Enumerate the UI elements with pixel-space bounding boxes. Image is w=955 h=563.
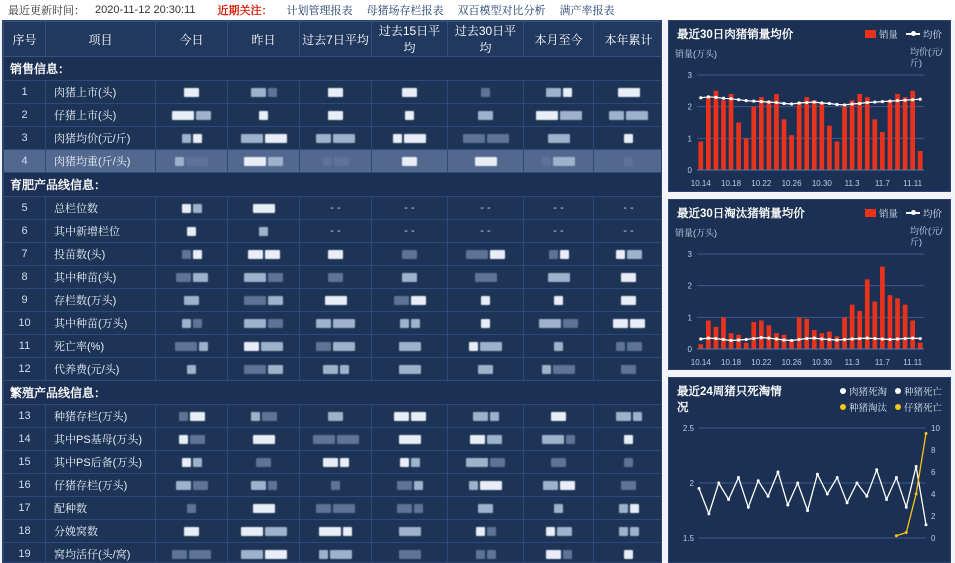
row-value-cell [228,243,300,266]
chart3-legend-breeder-death-label: 种猪死亡 [903,387,942,399]
table-row[interactable] [4,289,663,312]
row-index: 2 [4,104,46,127]
row-value-cell [372,289,448,312]
svg-text:3: 3 [687,71,692,80]
table-col-header-4: 过去7日平均 [300,22,372,57]
svg-text:0: 0 [931,534,936,544]
row-value-cell [448,358,524,381]
row-index: 16 [4,474,46,497]
row-value-cell [448,428,524,451]
table-header [4,22,663,57]
svg-text:10.26: 10.26 [781,179,802,188]
row-index: 15 [4,451,46,474]
chart2-ylabel: 销量(万头) [675,227,717,238]
row-value-cell [448,543,524,563]
row-index: 8 [4,266,46,289]
row-value-cell [300,543,372,563]
row-index: 11 [4,335,46,358]
chart3-title: 最近24周猪只死淘情况 [677,386,782,415]
row-value-cell [156,150,228,173]
row-value-cell [594,520,663,543]
svg-text:10.22: 10.22 [751,357,772,367]
chart2-y2label: 均价(元/斤) [910,225,943,247]
chart3-legend-breeder-cull-label: 种猪淘汰 [848,403,887,415]
row-name: 其中PS基母(万头) [46,428,156,451]
row-value-cell [372,520,448,543]
chart1-title: 最近30日肉猪销量均价 [677,29,794,41]
row-value-cell [594,312,663,335]
row-value-cell [300,358,372,381]
row-value-cell [228,520,300,543]
dot-swatch-icon [895,404,901,410]
row-value-cell [156,104,228,127]
row-value-cell [300,335,372,358]
kpi-table-panel [2,20,662,563]
chart1-plot [669,57,951,192]
table-row[interactable] [4,520,663,543]
row-value-cell [228,220,300,243]
svg-text:10.22: 10.22 [751,179,772,188]
row-index: 12 [4,358,46,381]
row-name: 其中新增栏位 [46,220,156,243]
row-value-cell [300,104,372,127]
row-value-cell [524,543,594,563]
row-value-cell [300,520,372,543]
row-value-cell [448,243,524,266]
row-value-cell [228,543,300,563]
row-value-cell: - - [524,197,594,220]
table-row[interactable] [4,150,663,173]
row-value-cell [156,520,228,543]
svg-text:10.30: 10.30 [811,179,832,188]
row-value-cell [524,104,594,127]
chart3-legend-breeder-death[interactable] [895,384,942,398]
row-value-cell [300,497,372,520]
row-value-cell [156,497,228,520]
row-value-cell [300,405,372,428]
table-row[interactable] [4,220,663,243]
chart1-legend-sales-label: 销量 [878,30,898,41]
row-value-cell [228,474,300,497]
table-body [4,57,663,563]
row-name: 其中种苗(万头) [46,312,156,335]
row-index: 3 [4,127,46,150]
chart1-legend-price-label: 均价 [922,30,942,41]
row-value-cell [524,127,594,150]
row-value-cell [448,289,524,312]
svg-text:2: 2 [689,479,694,489]
dot-swatch-icon [895,388,901,394]
table-row[interactable] [4,104,663,127]
svg-text:10.18: 10.18 [721,179,742,188]
row-value-cell [524,405,594,428]
row-value-cell [448,312,524,335]
table-section-title: 育肥产品线信息： [4,173,663,197]
row-name: 存栏数(万头) [46,289,156,312]
svg-text:11.7: 11.7 [874,179,890,188]
row-value-cell [156,451,228,474]
row-value-cell [524,451,594,474]
row-value-cell: - - [448,220,524,243]
table-row[interactable] [4,266,663,289]
row-value-cell [524,520,594,543]
chart-card-cull-sales [668,199,951,371]
row-value-cell [372,312,448,335]
svg-text:10.30: 10.30 [811,357,832,367]
row-value-cell: - - [300,197,372,220]
top-bar [0,0,955,20]
chart1-header [669,21,950,42]
row-value-cell [594,497,663,520]
row-value-cell [372,104,448,127]
row-value-cell [156,335,228,358]
chart3-legend-piglet-death-label: 仔猪死亡 [903,403,942,415]
chart1-y2label: 均价(元/斤) [910,47,943,68]
row-value-cell [448,81,524,104]
table-row[interactable] [4,197,663,220]
row-value-cell [524,358,594,381]
svg-text:8: 8 [931,446,936,456]
row-value-cell [372,428,448,451]
table-col-header-8: 本年累计 [594,22,663,57]
row-value-cell [300,127,372,150]
row-value-cell [156,358,228,381]
dot-swatch-icon [840,404,846,410]
link-capacity-rate-report[interactable]: 满产率报表 [559,5,615,17]
row-value-cell [448,405,524,428]
row-index: 10 [4,312,46,335]
table-row[interactable] [4,127,663,150]
charts-column [668,20,951,563]
row-index: 19 [4,543,46,563]
table-row[interactable] [4,243,663,266]
table-row[interactable] [4,312,663,335]
row-value-cell [372,266,448,289]
chart3-legend-piglet-death[interactable] [895,400,942,414]
svg-text:0: 0 [687,344,692,354]
row-value-cell [228,127,300,150]
table-col-header-3: 昨日 [228,22,300,57]
row-index: 13 [4,405,46,428]
row-value-cell [524,474,594,497]
row-name: 分娩窝数 [46,520,156,543]
row-value-cell [524,335,594,358]
table-col-header-7: 本月至今 [524,22,594,57]
row-value-cell: - - [372,197,448,220]
row-value-cell [156,266,228,289]
row-value-cell [228,405,300,428]
row-value-cell [156,197,228,220]
row-name: 肉猪均重(斤/头) [46,150,156,173]
svg-text:11.7: 11.7 [874,357,890,367]
row-name: 代养费(元/头) [46,358,156,381]
row-value-cell [594,428,663,451]
update-time-label: 最近更新时间： [8,5,85,17]
row-value-cell [156,81,228,104]
row-value-cell [594,451,663,474]
row-value-cell [228,358,300,381]
row-value-cell [156,543,228,563]
row-value-cell [448,150,524,173]
svg-text:10.18: 10.18 [721,357,742,367]
chart3-legend-breeder-cull[interactable] [840,400,887,414]
row-value-cell [300,428,372,451]
row-index: 18 [4,520,46,543]
svg-text:11.11: 11.11 [903,179,923,188]
table-row[interactable] [4,451,663,474]
svg-text:11.3: 11.3 [844,357,860,367]
table-row[interactable] [4,358,663,381]
svg-text:0: 0 [687,166,692,175]
line-swatch-icon [906,212,920,214]
row-value-cell [228,335,300,358]
row-value-cell [372,243,448,266]
row-name: 投苗数(头) [46,243,156,266]
chart-card-mortality [668,377,951,563]
row-value-cell: - - [594,220,663,243]
row-value-cell [300,150,372,173]
chart1-ylabel: 销量(万头) [675,49,717,59]
svg-text:1.5: 1.5 [682,534,694,544]
row-value-cell [448,520,524,543]
row-index: 6 [4,220,46,243]
chart2-header [669,200,950,221]
table-section-title: 销售信息： [4,57,663,81]
row-value-cell [524,497,594,520]
row-name: 仔猪上市(头) [46,104,156,127]
svg-text:10.14: 10.14 [690,357,711,367]
row-name: 仔猪存栏(万头) [46,474,156,497]
row-name: 窝均活仔(头/窝) [46,543,156,563]
row-index: 14 [4,428,46,451]
row-value-cell [372,405,448,428]
row-value-cell [524,266,594,289]
row-value-cell [300,474,372,497]
row-value-cell [448,127,524,150]
chart3-legend [792,384,942,414]
table-row[interactable] [4,81,663,104]
row-value-cell [228,104,300,127]
chart3-header [669,378,950,415]
chart2-legend [865,206,942,220]
row-index: 9 [4,289,46,312]
row-value-cell: - - [594,197,663,220]
table-col-header-1: 项目 [46,22,156,57]
svg-text:10: 10 [931,424,940,434]
row-value-cell [594,266,663,289]
row-value-cell [228,428,300,451]
row-value-cell [156,474,228,497]
link-sow-inventory-report[interactable]: 母猪场存栏报表 [366,5,444,17]
table-row[interactable] [4,497,663,520]
row-value-cell [228,312,300,335]
chart-card-pig-sales [668,20,951,192]
row-value-cell [448,497,524,520]
bar-swatch-icon [865,209,876,217]
chart2-plot [669,236,951,371]
row-name: 其中PS后备(万头) [46,451,156,474]
row-value-cell [156,220,228,243]
row-value-cell [156,243,228,266]
svg-text:10.26: 10.26 [781,357,802,367]
row-value-cell [300,81,372,104]
row-value-cell [300,243,372,266]
chart2-title: 最近30日淘汰猪销量均价 [677,207,805,220]
row-value-cell [300,312,372,335]
table-section-row [4,173,663,197]
row-value-cell [448,474,524,497]
chart1-legend-sales[interactable] [865,27,898,41]
row-value-cell [372,335,448,358]
row-value-cell: - - [448,197,524,220]
dot-swatch-icon [840,388,846,394]
chart2-legend-price[interactable] [906,206,942,220]
svg-text:2: 2 [687,281,692,291]
row-value-cell [448,104,524,127]
row-value-cell [594,289,663,312]
line-swatch-icon [906,33,920,35]
row-name: 配种数 [46,497,156,520]
row-value-cell [372,474,448,497]
table-section-row [4,381,663,405]
row-value-cell [524,81,594,104]
table-row[interactable] [4,405,663,428]
row-value-cell: - - [524,220,594,243]
table-col-header-6: 过去30日平均 [448,22,524,57]
link-plan-report[interactable]: 计划管理报表 [286,5,353,17]
row-value-cell [594,405,663,428]
svg-text:2: 2 [931,512,936,522]
row-value-cell [372,451,448,474]
row-name: 死亡率(%) [46,335,156,358]
chart1-legend-price[interactable] [906,27,942,41]
row-value-cell [156,289,228,312]
row-value-cell: - - [372,220,448,243]
row-value-cell [156,127,228,150]
table-row[interactable] [4,428,663,451]
chart3-plot [669,414,951,554]
chart3-legend-fatten-death-label: 肉猪死淘 [848,387,887,399]
row-value-cell [156,428,228,451]
row-value-cell [594,335,663,358]
row-value-cell [228,197,300,220]
row-value-cell [448,335,524,358]
table-col-header-0: 序号 [4,22,46,57]
row-value-cell [300,451,372,474]
kpi-table [3,21,662,563]
row-value-cell [594,358,663,381]
row-value-cell [448,266,524,289]
row-value-cell [594,150,663,173]
row-value-cell [372,543,448,563]
svg-text:3: 3 [687,249,692,259]
svg-text:2.5: 2.5 [682,424,694,434]
row-name: 肉猪均价(元/斤) [46,127,156,150]
row-value-cell [524,312,594,335]
svg-text:1: 1 [687,134,692,144]
row-value-cell [300,266,372,289]
row-value-cell [524,243,594,266]
bar-swatch-icon [865,30,876,38]
row-value-cell: - - [300,220,372,243]
row-value-cell [372,497,448,520]
table-section-row [4,57,663,81]
svg-text:11.11: 11.11 [903,357,923,367]
row-value-cell [156,312,228,335]
row-value-cell [524,289,594,312]
row-value-cell [372,127,448,150]
row-value-cell [228,497,300,520]
row-index: 17 [4,497,46,520]
table-row[interactable] [4,474,663,497]
row-value-cell [228,451,300,474]
row-value-cell [372,150,448,173]
row-value-cell [594,81,663,104]
svg-text:1: 1 [687,313,692,323]
row-value-cell [300,289,372,312]
row-value-cell [372,81,448,104]
row-index: 1 [4,81,46,104]
row-index: 5 [4,197,46,220]
table-col-header-2: 今日 [156,22,228,57]
focus-label: 近期关注： [217,5,273,17]
svg-text:2: 2 [687,102,692,112]
row-index: 4 [4,150,46,173]
row-value-cell [228,289,300,312]
row-value-cell [524,150,594,173]
row-value-cell [594,543,663,563]
update-time-value: 2020-11-12 20:30:11 [95,4,196,16]
table-row[interactable] [4,335,663,358]
table-section-title: 繁殖产品线信息： [4,381,663,405]
link-dual-model-analysis[interactable]: 双百模型对比分析 [457,5,546,17]
row-name: 种猪存栏(万头) [46,405,156,428]
svg-text:4: 4 [931,490,936,500]
chart2-legend-sales-label: 销量 [878,208,898,220]
row-index: 7 [4,243,46,266]
row-value-cell [594,127,663,150]
chart3-legend-fatten-death[interactable] [840,384,887,398]
svg-text:11.3: 11.3 [844,179,860,188]
row-name: 其中种苗(头) [46,266,156,289]
row-value-cell [524,428,594,451]
row-name: 总栏位数 [46,197,156,220]
row-value-cell [228,150,300,173]
row-value-cell [228,81,300,104]
row-value-cell [594,243,663,266]
row-value-cell [594,474,663,497]
chart2-legend-price-label: 均价 [922,208,942,220]
svg-text:6: 6 [931,468,936,478]
row-value-cell [372,358,448,381]
row-value-cell [594,104,663,127]
row-value-cell [228,266,300,289]
chart1-legend [865,27,942,41]
row-value-cell [448,451,524,474]
row-name: 肉猪上市(头) [46,81,156,104]
table-col-header-5: 过去15日平均 [372,22,448,57]
row-value-cell [156,405,228,428]
chart2-legend-sales[interactable] [865,206,898,220]
svg-text:10.14: 10.14 [690,179,711,188]
table-row[interactable] [4,543,663,563]
